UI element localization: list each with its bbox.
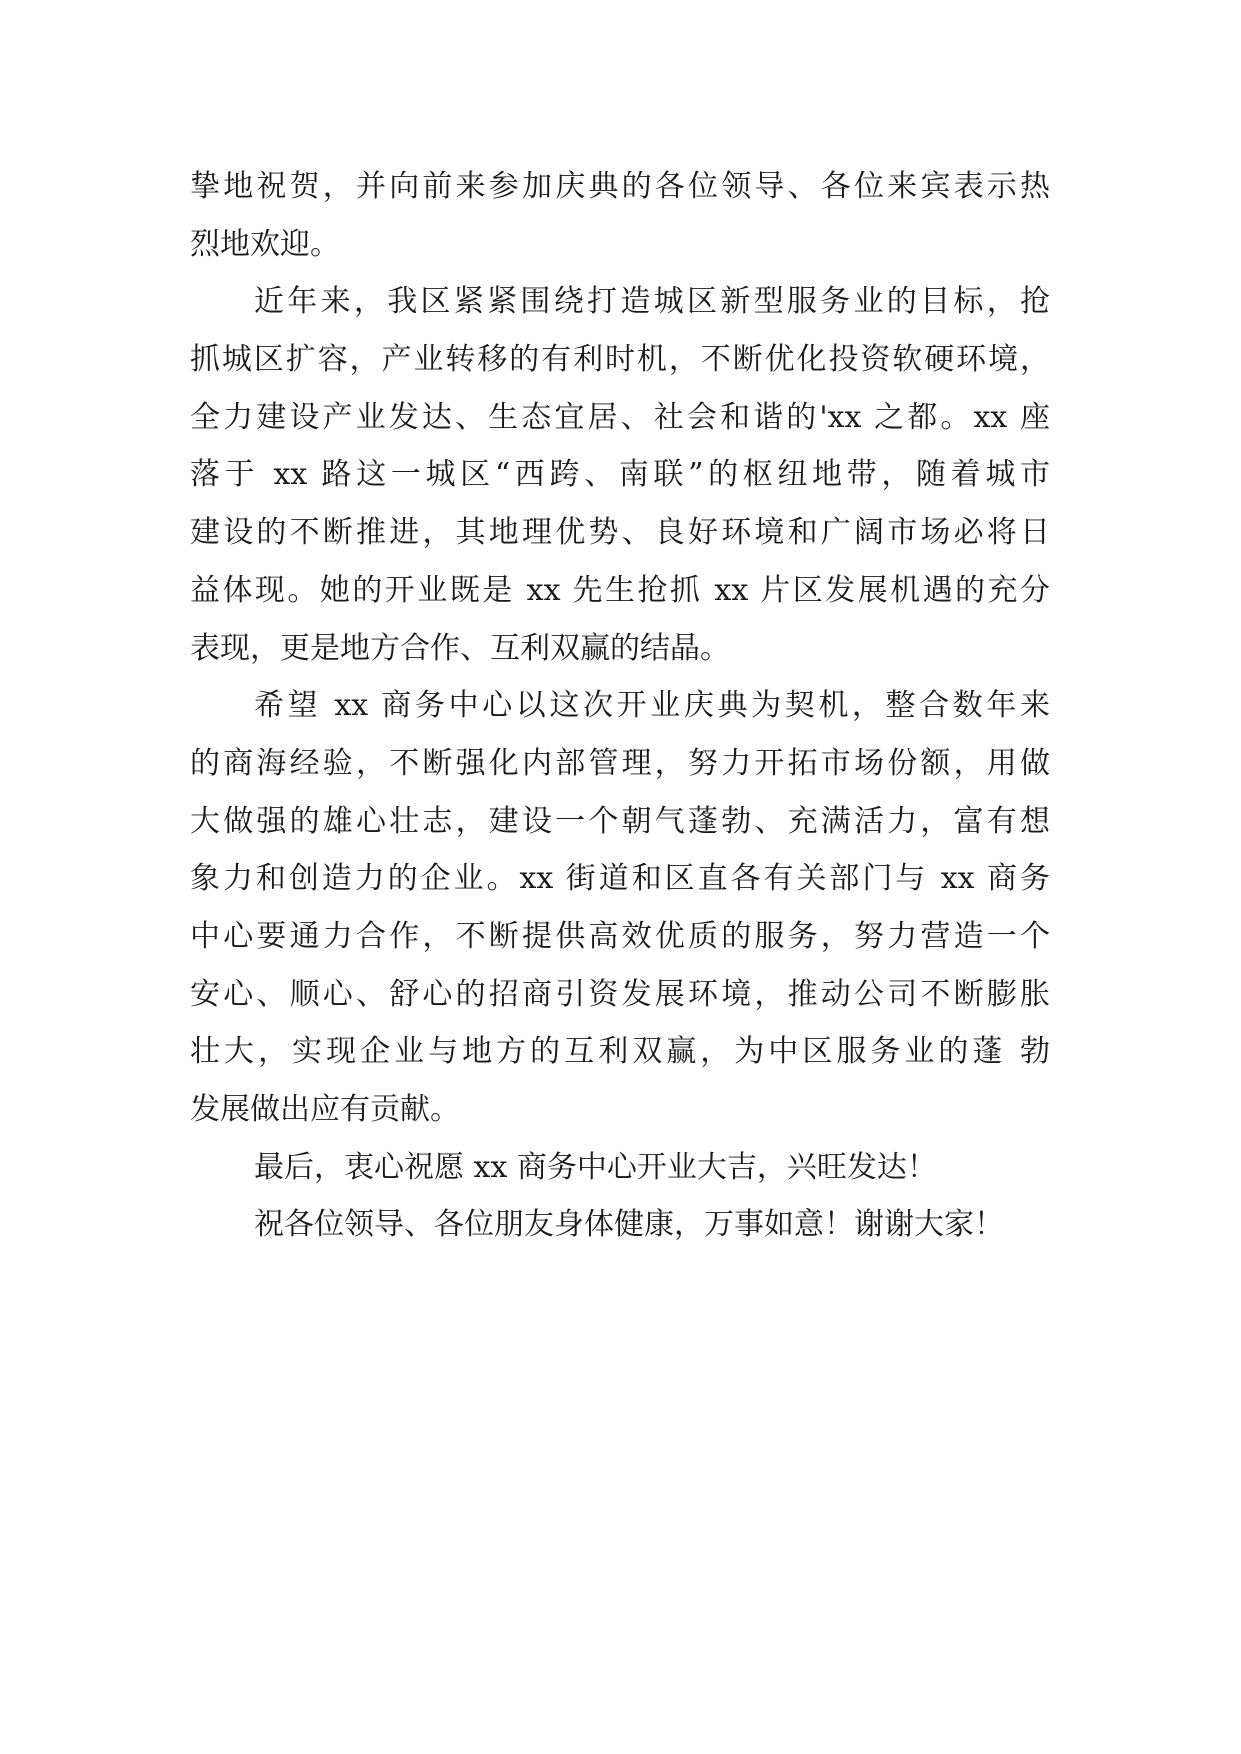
paragraph-3-line-1: 希望 xx 商务中心以这次开业庆典为契机，整合数年来: [254, 688, 1050, 724]
paragraph-2-line-7: 表现，更是地方合作、互利双赢的结晶。: [190, 630, 730, 666]
paragraph-1-line-2: 烈地欢迎。: [190, 226, 340, 262]
paragraph-3-line-4: 象力和创造力的企业。xx 街道和区直各有关部门与 xx 商务: [190, 861, 1050, 897]
paragraph-3-line-7: 壮大，实现企业与地方的互利双赢，为中区服务业的蓬 勃: [190, 1034, 1050, 1070]
paragraph-4-line-1: 最后，衷心祝愿 xx 商务中心开业大吉，兴旺发达！: [254, 1149, 937, 1185]
paragraph-3-line-6: 安心、顺心、舒心的招商引资发展环境，推动公司不断膨胀: [190, 976, 1050, 1012]
paragraph-2-line-1: 近年来，我区紧紧围绕打造城区新型服务业的目标，抢: [254, 284, 1050, 320]
paragraph-3-line-2: 的商海经验，不断强化内部管理，努力开拓市场份额，用做: [190, 745, 1050, 781]
paragraph-5-line-1: 祝各位领导、各位朋友身体健康，万事如意！谢谢大家！: [254, 1207, 1004, 1243]
paragraph-2-line-5: 建设的不断推进，其地理优势、良好环境和广阔市场必将日: [190, 515, 1050, 551]
paragraph-3-line-5: 中心要通力合作，不断提供高效优质的服务，努力营造一个: [190, 918, 1050, 954]
document-body: [190, 158, 1050, 1254]
paragraph-1-line-1: 挚地祝贺，并向前来参加庆典的各位领导、各位来宾表示热: [190, 169, 1050, 204]
paragraph-2-line-2: 抓城区扩容，产业转移的有利时机，不断优化投资软硬环境，: [190, 342, 1050, 378]
paragraph-3-line-3: 大做强的雄心壮志，建设一个朝气蓬勃、充满活力，富有想: [190, 803, 1050, 839]
paragraph-2-line-6: 益体现。她的开业既是 xx 先生抢抓 xx 片区发展机遇的充分: [190, 572, 1050, 608]
paragraph-2-line-3: 全力建设产业发达、生态宜居、社会和谐的'xx 之都。xx 座: [190, 399, 1050, 435]
paragraph-3-line-8: 发展做出应有贡献。: [190, 1092, 460, 1127]
paragraph-2-line-4: 落于 xx 路这一城区“西跨、南联”的枢纽地带，随着城市: [190, 457, 1050, 493]
